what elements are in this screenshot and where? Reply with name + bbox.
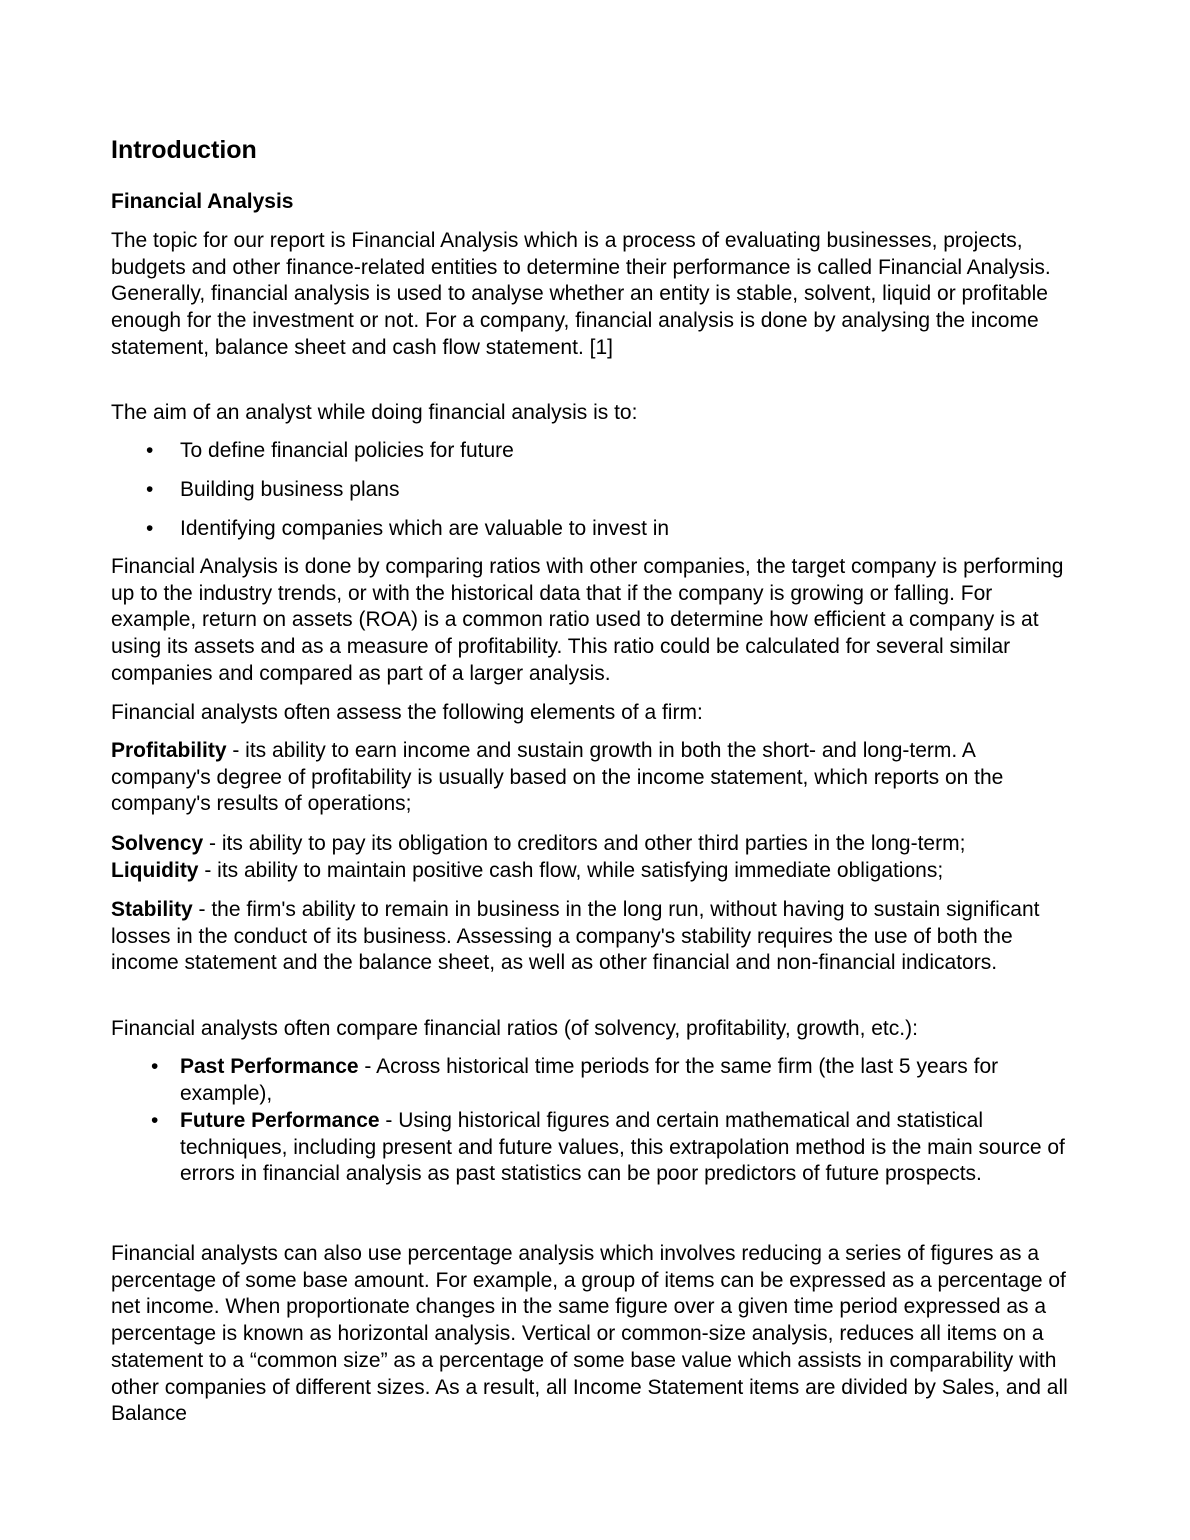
stability-text: - the firm's ability to remain in business in the long run, without having to sustain significant losses in the conduct of its business. Assessing a company's stability requires the use of both the income statement and the balance sheet, as well as other financial and non-financial indicators. bbox=[111, 898, 1040, 975]
intro-paragraph: The topic for our report is Financial Analysis which is a process of evaluating businesses, projects, budgets and other finance-related entities to determine their performance is called Financial Analysis. Generally, financial analysis is used to analyse whether an entity is stable, solvent, liquid or profitable enough for the investment or not. For a company, financial analysis is done by analysing the income statement, balance sheet and cash flow statement. [1] bbox=[111, 229, 1051, 359]
elements-intro-paragraph: Financial analysts often assess the following elements of a firm: bbox=[111, 701, 703, 724]
profitability-term: Profitability bbox=[111, 739, 227, 762]
stability-paragraph bbox=[111, 897, 1079, 977]
bullet-icon: • bbox=[151, 1109, 159, 1132]
page-title: Introduction bbox=[111, 136, 257, 164]
solvency-text: - its ability to pay its obligation to creditors and other third parties in the long-term; bbox=[203, 832, 966, 855]
past-performance-text: - Across historical time periods for the same firm (the last 5 years for example), bbox=[180, 1055, 999, 1105]
percentage-analysis-paragraph: Financial analysts can also use percentage analysis which involves reducing a series of figures as a percentage of some base amount. For example, a group of items can be expressed as a percentage of net income. When proportionate changes in the same figure over a given time period expressed as a percentage is known as horizontal analysis. Vertical or common-size analysis, reduces all items on a statement to a “common size” as a percentage of some base value which assists in comparability with other companies of different sizes. As a result, all Income Statement items are divided by Sales, and all Balance bbox=[111, 1242, 1068, 1426]
list-item-text: Identifying companies which are valuable to invest in bbox=[180, 517, 670, 540]
stability-term: Stability bbox=[111, 898, 193, 921]
liquidity-text: - its ability to maintain positive cash flow, while satisfying immediate obligations; bbox=[198, 858, 944, 882]
profitability-text: - its ability to earn income and sustain growth in both the short- and long-term. A company's degree of profitability is usually based on the income statement, which reports on the company's results of operations; bbox=[111, 739, 1004, 816]
future-performance-text: - Using historical figures and certain mathematical and statistical techniques, including present and future values, this extrapolation method is the main source of errors in financial analysis as past statistics can be poor predictors of future prospects. bbox=[180, 1109, 1065, 1186]
bullet-icon: • bbox=[151, 1055, 159, 1078]
list-item-text: To define financial policies for future bbox=[180, 439, 514, 462]
past-performance-term: Past Performance bbox=[180, 1055, 359, 1078]
aim-paragraph: The aim of an analyst while doing financial analysis is to: bbox=[111, 401, 638, 424]
bullet-icon: • bbox=[146, 478, 154, 501]
ratio-paragraph: Financial Analysis is done by comparing ratios with other companies, the target company is performing up to the industry trends, or with the historical data that if the company is growing or falling. For example, return on assets (ROA) is a common ratio used to determine how efficient a company is at using its assets and as a measure of profitability. This ratio could be calculated for several similar companies and compared as part of a larger analysis. bbox=[111, 555, 1064, 685]
bullet-icon: • bbox=[146, 439, 154, 462]
liquidity-term: Liquidity bbox=[111, 858, 199, 882]
future-performance-term: Future Performance bbox=[180, 1109, 380, 1132]
list-item-text bbox=[180, 1054, 1075, 1107]
solvency-term: Solvency bbox=[111, 832, 204, 855]
bullet-icon: • bbox=[146, 517, 154, 540]
profitability-paragraph bbox=[111, 738, 1079, 818]
solvency-liquidity-paragraph bbox=[111, 831, 1079, 884]
list-item-text bbox=[180, 1108, 1075, 1188]
comparison-intro-paragraph: Financial analysts often compare financial ratios (of solvency, profitability, growth, etc.): bbox=[111, 1017, 918, 1040]
section-heading: Financial Analysis bbox=[111, 190, 294, 213]
list-item-text: Building business plans bbox=[180, 478, 400, 501]
